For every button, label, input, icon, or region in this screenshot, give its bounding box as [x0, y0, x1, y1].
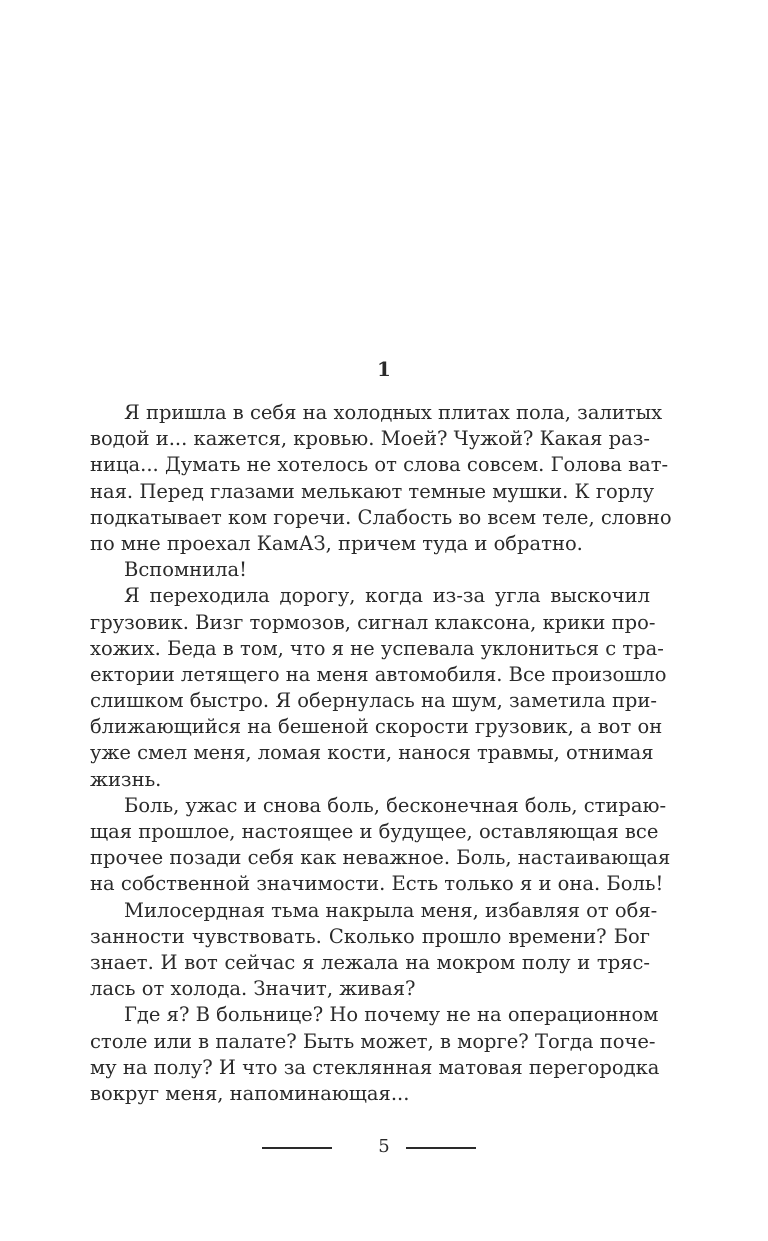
text-line: грузовик. Визг тормозов, сигнал клаксона, крики про- [90, 610, 656, 634]
text-line: ближающийся на бешеной скорости грузовик, а вот он [90, 715, 663, 739]
text-line: водой и... кажется, кровью. Моей? Чужой? Какая раз- [90, 427, 650, 451]
text-line: ектории летящего на меня автомобиля. Все произошло [90, 662, 667, 686]
text-line: Боль, ужас и снова боль, бесконечная боль, стираю- [124, 793, 667, 817]
text-line: Милосердная тьма накрыла меня, избавляя от обя- [124, 898, 658, 922]
text-line: лась от холода. Значит, живая? [90, 977, 416, 1001]
text-line: занности чувствовать. Сколько прошло времени? Бог [90, 924, 650, 948]
text-line: слишком быстро. Я обернулась на шум, заметила при- [90, 689, 658, 713]
text-line: столе или в палате? Быть может, в морге? Тогда поче- [90, 1029, 656, 1053]
text-line: подкатывает ком горечи. Слабость во всем теле, словно [90, 505, 672, 529]
text-line: Где я? В больнице? Но почему не на операционном [124, 1003, 659, 1027]
text-line: хожих. Беда в том, что я не успевала уклониться с тра- [90, 636, 664, 660]
text-line: знает. И вот сейчас я лежала на мокром полу и тряс- [90, 950, 650, 974]
text-line: щая прошлое, настоящее и будущее, оставляющая все [90, 820, 659, 843]
text-line: вокруг меня, напоминающая... [90, 1081, 410, 1105]
text-line: ница... Думать не хотелось от слова совсем. Голова ват- [90, 453, 669, 477]
text-line: на собственной значимости. Есть только я и она. Боль! [90, 872, 664, 896]
text-line: прочее позади себя как неважное. Боль, настаивающая [90, 846, 671, 870]
text-line: по мне проехал КамАЗ, причем туда и обратно. [90, 531, 583, 555]
chapter-text [90, 400, 672, 1107]
text-line: жизнь. [90, 767, 162, 791]
footer-rule-right [406, 1147, 476, 1149]
text-line: уже смел меня, ломая кости, нанося травмы, отнимая [90, 741, 654, 765]
text-line: Я пришла в себя на холодных плитах пола, залитых [124, 401, 663, 424]
page-footer [0, 1134, 768, 1160]
text-line: му на полу? И что за стеклянная матовая перегородка [90, 1055, 660, 1079]
text-line: Вспомнила! [124, 558, 247, 582]
text-line: Я переходила дорогу, когда из-за угла выскочил [124, 584, 650, 608]
text-line: ная. Перед глазами мелькают темные мушки. К горлу [90, 479, 655, 503]
chapter-number: 1 [377, 357, 391, 381]
page-number: 5 [378, 1136, 390, 1157]
